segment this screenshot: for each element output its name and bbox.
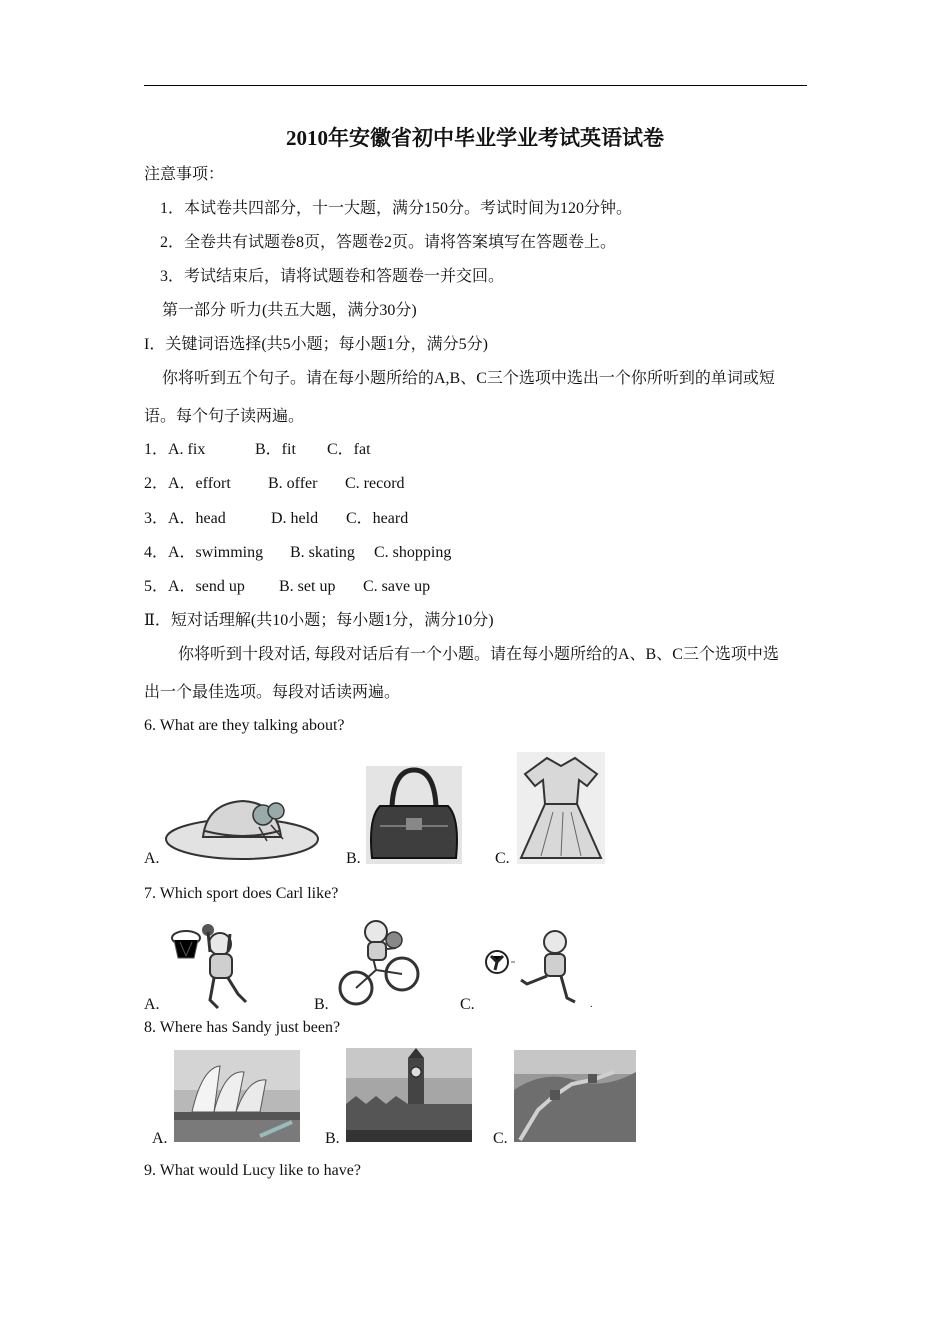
question-9: 9. What would Lucy like to have? (144, 1162, 361, 1179)
big-ben-picture (346, 1048, 472, 1142)
q1-option-c: C．fat (327, 441, 371, 458)
part-1-heading: 第一部分 听力(共五大题，满分30分) (162, 302, 417, 319)
q6-label-c: C. (495, 850, 510, 867)
q6-label-b: B. (346, 850, 361, 867)
q8-label-a: A. (152, 1130, 168, 1147)
cycling-picture (338, 918, 420, 1008)
section-1-heading: I．关键词语选择(共5小题；每小题1分，满分5分) (144, 336, 488, 353)
q3-option-a: 3．A．head (144, 510, 226, 527)
q5-option-a: 5．A．send up (144, 578, 245, 595)
q4-option-c: C. shopping (374, 544, 452, 561)
q7-label-a: A. (144, 996, 160, 1013)
handbag-picture (366, 766, 462, 864)
great-wall-picture (514, 1050, 636, 1142)
basketball-player-picture (168, 922, 250, 1010)
q2-option-a: 2．A．effort (144, 475, 231, 492)
q8-label-b: B. (325, 1130, 340, 1147)
q7-trailing-dot: . (590, 999, 593, 1010)
section-1-instruction: 你将听到五个句子。请在每小题所给的A,B、C三个选项中选出一个你所听到的单词或短 (162, 370, 775, 387)
q4-option-a: 4．A．swimming (144, 544, 264, 561)
dress-picture (517, 752, 605, 864)
section-2-instruction-cont: 出一个最佳选项。每段对话读两遍。 (144, 684, 401, 701)
hat-picture (163, 793, 321, 863)
q1-option-b: B．fit (255, 441, 296, 458)
question-6: 6. What are they talking about? (144, 717, 345, 734)
question-8: 8. Where has Sandy just been? (144, 1019, 341, 1036)
header-rule (144, 85, 807, 86)
notice-heading: 注意事项： (144, 166, 225, 183)
q5-option-b: B. set up (279, 578, 336, 595)
q7-label-b: B. (314, 996, 329, 1013)
section-2-heading: Ⅱ．短对话理解(共10小题；每小题1分，满分10分) (144, 612, 494, 629)
q3-option-b: D. held (271, 510, 319, 527)
notice-1: 1．本试卷共四部分，十一大题，满分150分。考试时间为120分钟。 (160, 200, 633, 217)
q8-label-c: C. (493, 1130, 508, 1147)
notice-3: 3．考试结束后，请将试题卷和答题卷一并交回。 (160, 268, 505, 285)
q1-option-a: 1．A. fix (144, 441, 206, 458)
q7-label-c: C. (460, 996, 475, 1013)
notice-2: 2．全卷共有试题卷8页，答题卷2页。请将答案填写在答题卷上。 (160, 234, 617, 251)
section-2-instruction: 你将听到十段对话, 每段对话后有一个小题。请在每小题所给的A、B、C三个选项中选 (178, 646, 779, 663)
question-7: 7. Which sport does Carl like? (144, 885, 339, 902)
sydney-opera-house-picture (174, 1050, 300, 1142)
section-1-instruction-cont: 语。每个句子读两遍。 (144, 408, 305, 425)
q3-option-c: C．heard (346, 510, 409, 527)
q2-option-c: C. record (345, 475, 405, 492)
football-player-picture (483, 928, 589, 1008)
q4-option-b: B. skating (290, 544, 355, 561)
q2-option-b: B. offer (268, 475, 318, 492)
q5-option-c: C. save up (363, 578, 431, 595)
q6-label-a: A. (144, 850, 160, 867)
page-title: 2010年安徽省初中毕业学业考试英语试卷 (286, 126, 664, 150)
